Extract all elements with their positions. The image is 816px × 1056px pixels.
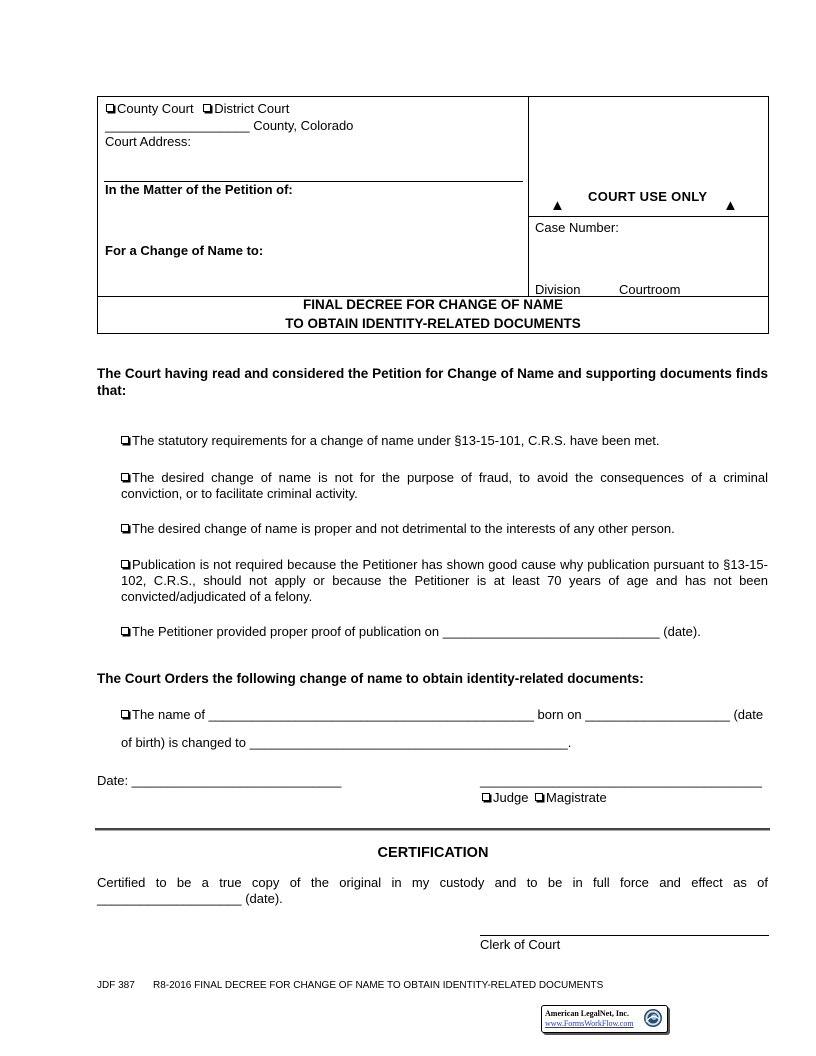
logo-line-1: American LegalNet, Inc. xyxy=(545,1009,629,1018)
orders-line-1 xyxy=(121,707,763,722)
county-court-label: County Court xyxy=(117,101,194,116)
finding-5-text: The Petitioner provided proper proof of publication on ______________________________ (date). xyxy=(132,624,701,639)
finding-item-4 xyxy=(121,557,768,605)
finding-item-3 xyxy=(121,521,675,536)
finding-3-checkbox[interactable] xyxy=(121,524,129,532)
division-label: Division xyxy=(535,282,581,297)
logo-line-2: www.FormsWorkFlow.com xyxy=(545,1019,634,1028)
caption-bottom-border xyxy=(97,333,769,334)
finding-4-checkbox[interactable] xyxy=(121,560,129,568)
clerk-signature-line[interactable] xyxy=(480,935,769,936)
finding-item-2 xyxy=(121,470,768,502)
finding-2-text: The desired change of name is not for the purpose of fraud, to avoid the consequences of a criminal conviction, or to facilitate criminal activity. xyxy=(121,470,768,501)
findings-intro: The Court having read and considered the Petition for Change of Name and supporting documents finds that: xyxy=(97,366,768,398)
magistrate-checkbox[interactable] xyxy=(535,793,543,801)
finding-3-text: The desired change of name is proper and not detrimental to the interests of any other person. xyxy=(132,521,675,536)
arrow-up-icon: ▲ xyxy=(723,197,738,214)
finding-5-checkbox[interactable] xyxy=(121,627,129,635)
globe-icon xyxy=(643,1008,663,1028)
district-court-label: District Court xyxy=(214,101,290,116)
signature-line[interactable]: _______________________________________ xyxy=(480,773,762,788)
title-line-1: FINAL DECREE FOR CHANGE OF NAME xyxy=(302,297,563,312)
case-number-label: Case Number: xyxy=(535,220,619,235)
arrow-up-icon: ▲ xyxy=(550,197,565,214)
caption-divider xyxy=(528,96,529,296)
court-use-only-label: COURT USE ONLY xyxy=(588,189,708,204)
judge-label: Judge xyxy=(493,790,529,805)
court-type-row xyxy=(106,101,289,116)
judge-checkbox[interactable] xyxy=(482,793,490,801)
finding-1-checkbox[interactable] xyxy=(121,436,129,444)
certification-heading: CERTIFICATION xyxy=(377,845,489,861)
courtroom-label: Courtroom xyxy=(619,282,681,297)
form-id: JDF 387 xyxy=(97,980,135,991)
clerk-label: Clerk of Court xyxy=(480,937,561,952)
orders-line-1-text: The name of _____________________________________________ born on ____________________ (date xyxy=(132,707,764,722)
finding-4-text: Publication is not required because the Petitioner has shown good cause why publication pursuant to §13-15-102, C.R.S., should not apply or because the Petitioner is at least 70 years of age and has not been convicted/adjudicated of a felony. xyxy=(121,557,768,604)
legalnet-logo[interactable] xyxy=(541,1005,668,1033)
form-title-footer: R8-2016 FINAL DECREE FOR CHANGE OF NAME TO OBTAIN IDENTITY-RELATED DOCUMENTS xyxy=(153,980,604,991)
title-line-2: TO OBTAIN IDENTITY-RELATED DOCUMENTS xyxy=(285,316,581,331)
magistrate-label: Magistrate xyxy=(546,790,607,805)
order-checkbox[interactable] xyxy=(121,710,129,718)
section-separator xyxy=(95,828,770,830)
county-court-checkbox[interactable] xyxy=(106,104,114,112)
orders-line-2: of birth) is changed to ____________________________________________. xyxy=(121,735,572,750)
certification-text: Certified to be a true copy of the original in my custody and to be in full force and effect as of ____________________ (date). xyxy=(97,875,768,906)
orders-heading: The Court Orders the following change of name to obtain identity-related documents: xyxy=(97,671,644,686)
finding-2-checkbox[interactable] xyxy=(121,473,129,481)
date-field[interactable]: Date: _____________________________ xyxy=(97,773,342,788)
finding-1-text: The statutory requirements for a change of name under §13-15-101, C.R.S. have been met. xyxy=(132,433,660,448)
finding-item-5 xyxy=(121,624,701,639)
district-court-checkbox[interactable] xyxy=(203,104,211,112)
court-use-divider xyxy=(528,216,768,217)
county-line: ____________________ County, Colorado xyxy=(105,118,354,133)
finding-item-1 xyxy=(121,433,660,448)
change-of-name-to-label: For a Change of Name to: xyxy=(105,243,264,258)
court-address-label: Court Address: xyxy=(105,134,191,149)
caption-top-border xyxy=(97,96,769,97)
officer-type-row xyxy=(482,790,607,805)
matter-of-label: In the Matter of the Petition of: xyxy=(105,182,293,197)
